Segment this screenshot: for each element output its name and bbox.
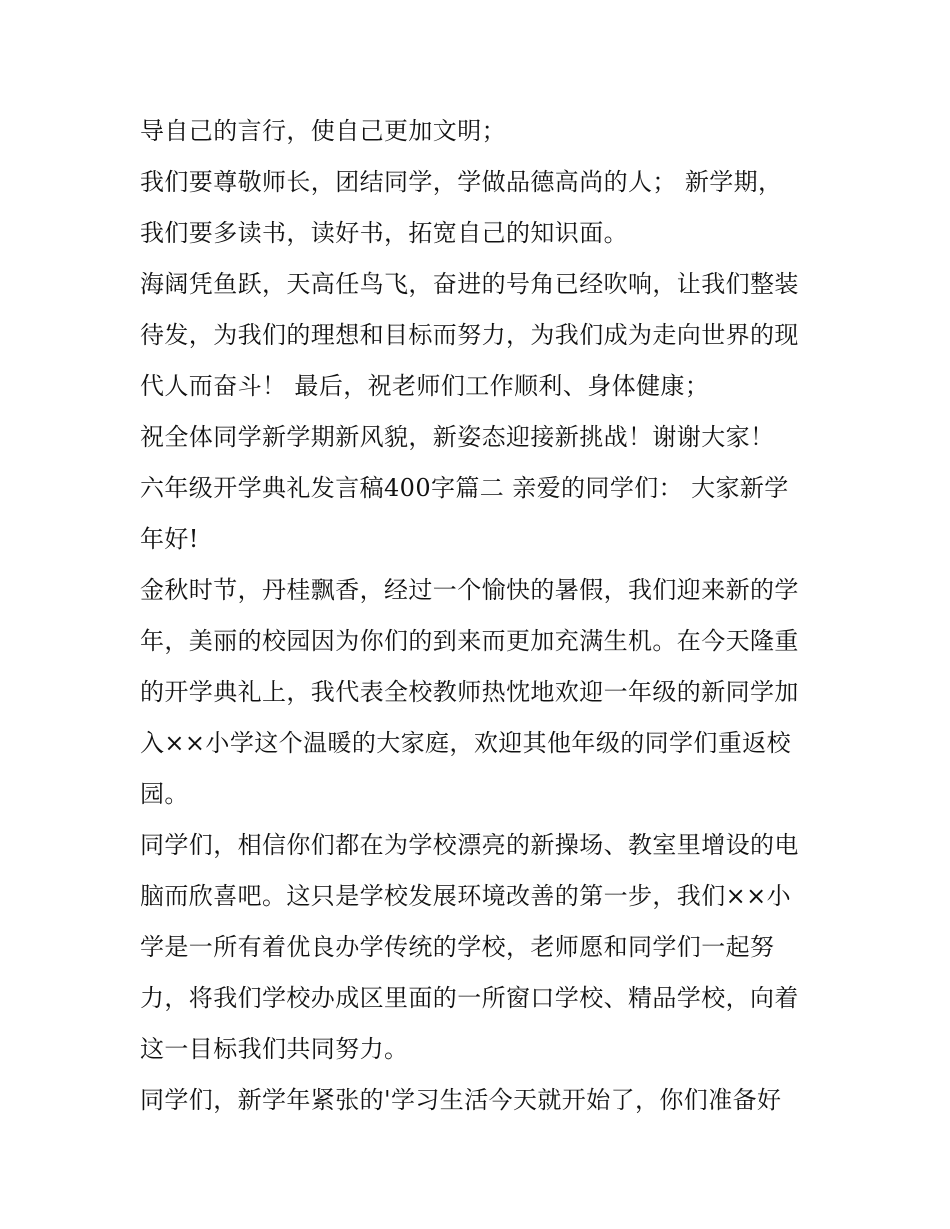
text-line: 力，将我们学校办成区里面的一所窗口学校、精品学校，向着 [140,984,799,1012]
text-line: 年好! [140,525,199,553]
text-line: 脑而欣喜吧。这只是学校发展环境改善的第一步，我们××小 [140,882,792,910]
text-line: 我们要多读书，读好书，拓宽自己的知识面。 [140,219,628,247]
text-line: 园。 [140,780,189,808]
text-line: 我们要尊敬师长，团结同学，学做品德高尚的人； 新学期， [140,168,783,196]
text-line: 这一目标我们共同努力。 [140,1035,409,1063]
text-line: 的开学典礼上，我代表全校教师热忱地欢迎一年级的新同学加 [140,678,799,706]
text-line: 入××小学这个温暖的大家庭，欢迎其他年级的同学们重返校 [140,729,792,757]
text-line: 导自己的言行，使自己更加文明； [140,117,506,145]
text-line: 海阔凭鱼跃，天高任鸟飞，奋进的号角已经吹响，让我们整装 [140,270,799,298]
document-body [140,106,820,1126]
text-line: 学是一所有着优良办学传统的学校，老师愿和同学们一起努 [140,933,775,961]
text-line: 代人而奋斗！ 最后，祝老师们工作顺利、身体健康； [140,372,710,400]
text-line: 六年级开学典礼发言稿400字篇二 亲爱的同学们： 大家新学 [140,474,789,502]
text-line: 同学们，新学年紧张的'学习生活今天就开始了，你们准备好 [140,1086,782,1114]
text-line: 祝全体同学新学期新风貌，新姿态迎接新挑战！谢谢大家！ [140,423,775,451]
text-line: 待发，为我们的理想和目标而努力，为我们成为走向世界的现 [140,321,799,349]
text-line: 同学们，相信你们都在为学校漂亮的新操场、教室里增设的电 [140,831,799,859]
text-line: 金秋时节，丹桂飘香，经过一个愉快的暑假，我们迎来新的学 [140,576,799,604]
text-line: 年，美丽的校园因为你们的到来而更加充满生机。在今天隆重 [140,627,799,655]
